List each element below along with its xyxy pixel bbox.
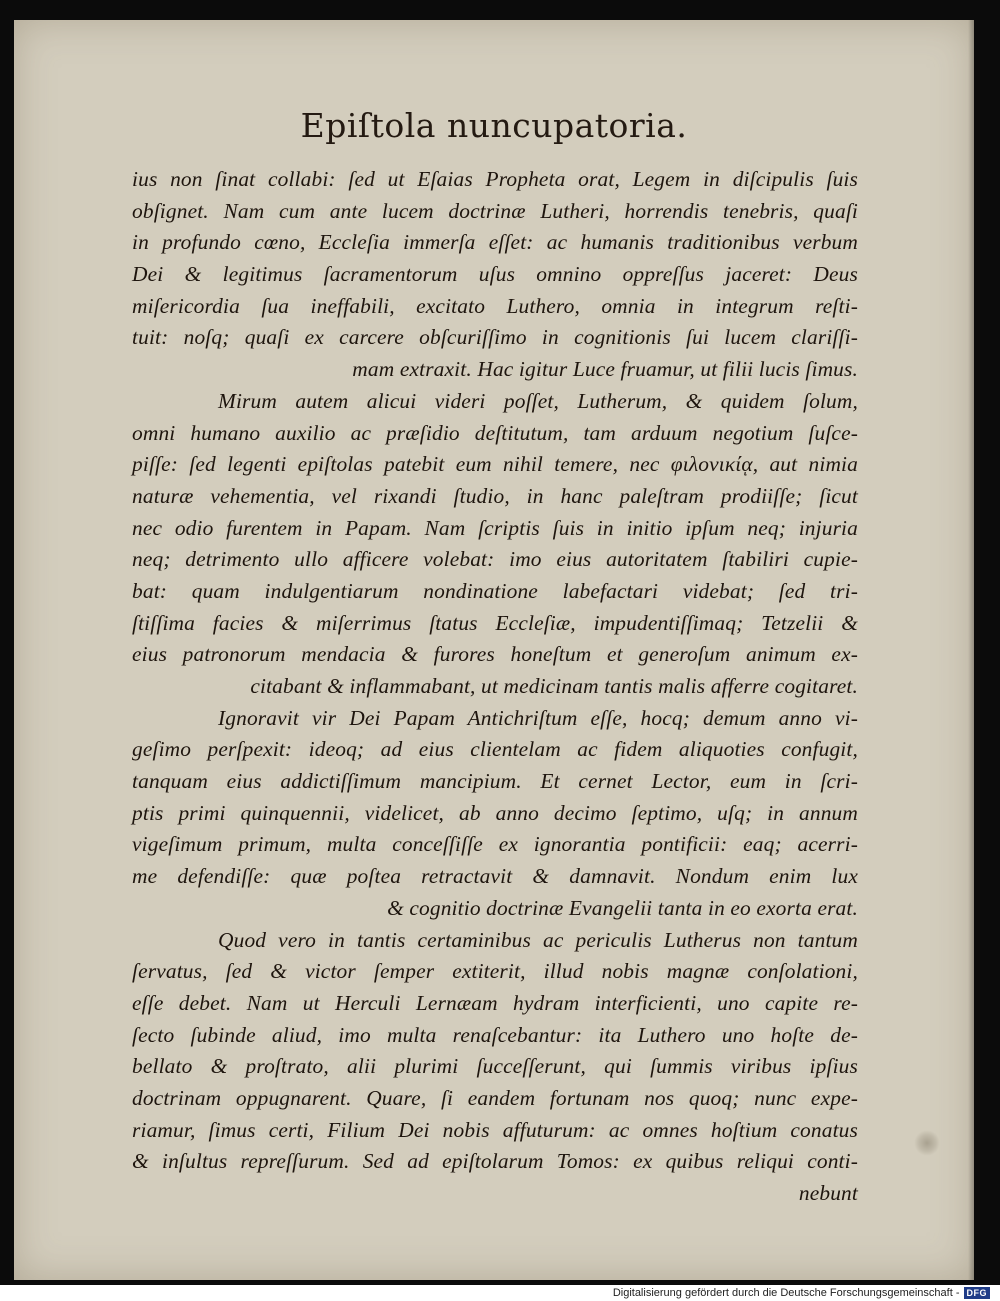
text-line: tanquam eius addictiſſimum mancipium. Et cernet Lector, eum in ſcri-: [132, 769, 858, 794]
page-edge-shadow: [968, 20, 974, 1280]
body-text: [132, 164, 858, 1210]
text-line: Mirum autem alicui videri poſſet, Lutherum, & quidem ſolum,: [218, 388, 858, 413]
text-line: vigeſimum primum, multa conceſſiſſe ex ignorantia pontificii: eaq; acerri-: [132, 832, 858, 857]
text-line: & cognitio doctrinæ Evangelii tanta in eo exorta erat.: [387, 895, 858, 920]
catchword: nebunt: [798, 1181, 858, 1205]
text-line: miſericordia ſua ineffabili, excitato Luthero, omnia in integrum reſti-: [132, 293, 858, 318]
text-line: bat: quam indulgentiarum nondinatione labefactari videbat; ſed tri-: [132, 578, 858, 603]
text-line: ſervatus, ſed & victor ſemper extiterit, illud nobis magnæ conſolationi,: [132, 959, 858, 984]
text-line: neq; detrimento ullo afficere volebat: imo eius autoritatem ſtabiliri cupie-: [132, 547, 858, 572]
paper-stain: [914, 1130, 940, 1156]
text-line: me defendiſſe: quæ poſtea retractavit & damnavit. Nondum enim lux: [132, 864, 858, 889]
text-line: Dei & legitimus ſacramentorum uſus omnino oppreſſus jaceret: Deus: [132, 262, 858, 287]
dfg-logo: DFG: [964, 1287, 991, 1299]
text-line: in profundo cœno, Eccleſia immerſa eſſet: ac humanis traditionibus verbum: [132, 230, 858, 255]
text-line: obſignet. Nam cum ante lucem doctrinæ Lutheri, horrendis tenebris, quaſi: [132, 198, 858, 223]
text-line: nec odio furentem in Papam. Nam ſcriptis ſuis in initio ipſum neq; injuria: [132, 515, 858, 540]
text-line: Ignoravit vir Dei Papam Antichriſtum eſſe, hocq; demum anno vi-: [218, 705, 858, 730]
text-line: ſtiſſima facies & miſerrimus ſtatus Eccleſiæ, impudentiſſimaq; Tetzelii &: [132, 610, 858, 635]
funding-credit-text: Digitalisierung gefördert durch die Deutsche Forschungsgemeinschaft -: [612, 1287, 960, 1299]
text-line: riamur, ſimus certi, Filium Dei nobis affuturum: ac omnes hoſtium conatus: [132, 1117, 858, 1142]
text-line: citabant & inflammabant, ut medicinam tantis malis afferre cogitaret.: [250, 674, 858, 698]
text-line: bellato & proſtrato, alii plurimi ſucceſſerunt, qui ſummis viribus ipſius: [132, 1054, 858, 1079]
text-line: eius patronorum mendacia & furores honeſtum et generoſum animum ex-: [132, 642, 858, 667]
footer-credit: [613, 1285, 990, 1301]
page-heading: Epiſtola nuncupatoria.: [300, 106, 688, 145]
text-line: ſecto ſubinde aliud, imo multa renaſcebantur: ita Luthero uno hoſte de-: [132, 1022, 858, 1047]
text-line: ptis primi quinquennii, videlicet, ab anno decimo ſeptimo, uſq; in annum: [132, 800, 858, 825]
text-line: omni humano auxilio ac præſidio deſtitutum, tam arduum negotium ſuſce-: [132, 420, 858, 445]
text-line: tuit: noſq; quaſi ex carcere obſcuriſſimo in cognitionis ſui lucem clariſſi-: [132, 325, 858, 350]
text-line: mam extraxit. Hac igitur Luce fruamur, ut filii lucis ſimus.: [352, 357, 858, 382]
text-line: piſſe: ſed legenti epiſtolas patebit eum nihil temere, nec φιλονικίᾳ, aut nimia: [132, 452, 858, 477]
book-page: [14, 20, 974, 1280]
text-line: Quod vero in tantis certaminibus ac periculis Lutherus non tantum: [218, 927, 858, 952]
text-line: eſſe debet. Nam ut Herculi Lernæam hydram interficienti, uno capite re-: [132, 990, 858, 1015]
text-line: geſimo perſpexit: ideoq; ad eius clientelam ac fidem aliquoties confugit,: [132, 737, 858, 762]
text-line: doctrinam oppugnarent. Quare, ſi eandem fortunam nos quoq; nunc expe-: [132, 1085, 858, 1110]
text-line: & inſultus repreſſurum. Sed ad epiſtolarum Tomos: ex quibus reliqui conti-: [132, 1149, 858, 1174]
text-line: ius non ſinat collabi: ſed ut Eſaias Propheta orat, Legem in diſcipulis ſuis: [132, 167, 858, 191]
text-line: naturæ vehementia, vel rixandi ſtudio, in hanc paleſtram prodiiſſe; ſicut: [132, 483, 858, 508]
